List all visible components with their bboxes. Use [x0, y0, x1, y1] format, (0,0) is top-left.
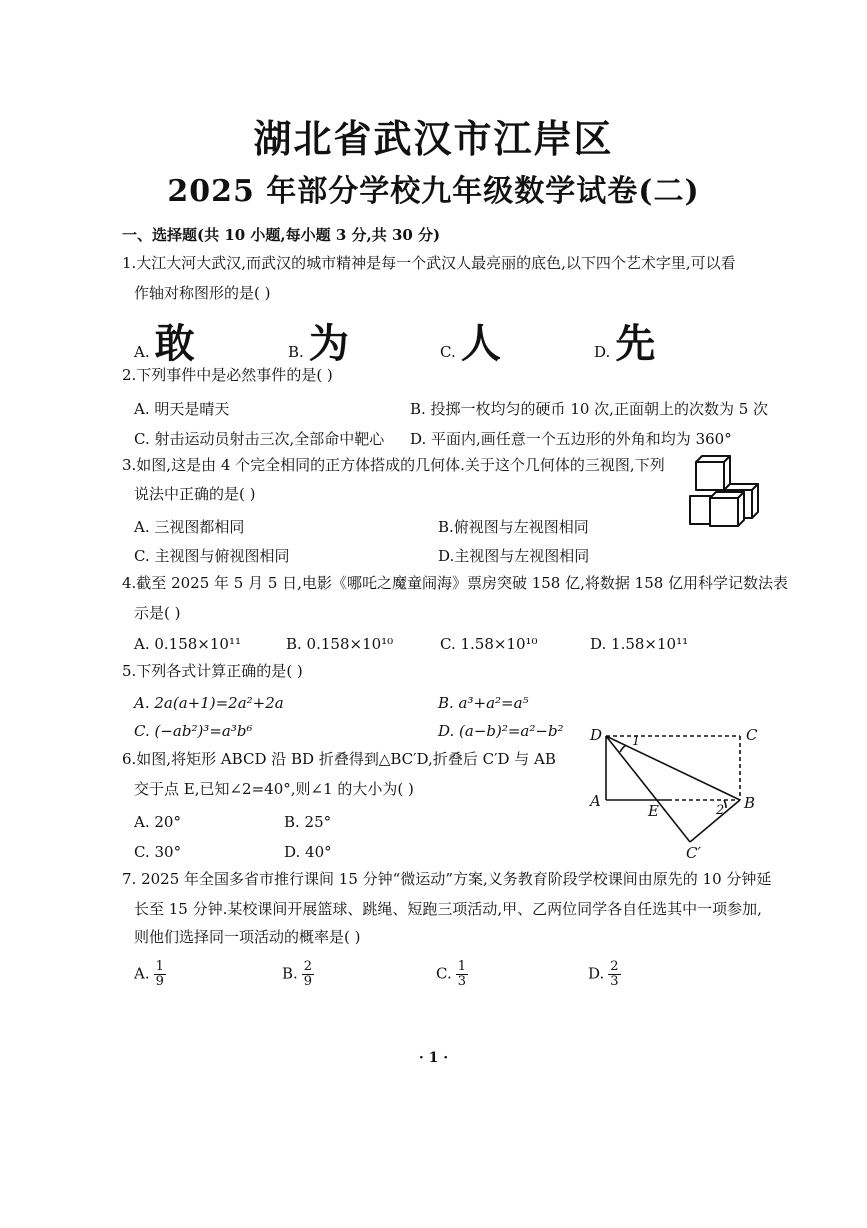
q1-option-c-label: C. [440, 343, 456, 361]
fraction-numerator: 2 [303, 959, 313, 974]
q7-stem-line1: 7. 2025 年全国多省市推行课间 15 分钟“微运动”方案,义务教育阶段学校课间由原先的 10 分钟延 [122, 870, 772, 888]
q7-option-b [282, 960, 314, 989]
q7-option-d-label: D. [588, 964, 605, 983]
q7-option-d-fraction [608, 960, 620, 989]
q6-option-d: D. 40° [284, 843, 332, 861]
q2-option-b: B. 投掷一枚均匀的硬币 10 次,正面朝上的次数为 5 次 [410, 400, 769, 418]
q6-label-e: E [648, 802, 659, 820]
q6-label-angle1: 1 [632, 734, 641, 749]
q6-option-c: C. 30° [134, 843, 182, 861]
q7-option-a-label: A. [134, 964, 150, 983]
q7-stem-line3: 则他们选择同一项活动的概率是( ) [134, 928, 361, 946]
page-title: 湖北省武汉市江岸区 [253, 116, 614, 161]
q6-label-c-prime: C′ [686, 844, 701, 862]
q1-option-c-char: 人 [460, 321, 501, 367]
q6-stem-line2: 交于点 E,已知∠2=40°,则∠1 的大小为( ) [134, 780, 414, 798]
q7-option-c [436, 960, 468, 989]
q1-option-d-label: D. [594, 343, 611, 361]
q1-option-d-char: 先 [615, 321, 656, 367]
q6-label-d: D [590, 726, 603, 744]
q5-option-c: C. (−ab²)³=a³b⁶ [134, 722, 253, 740]
q3-stem-line1: 3.如图,这是由 4 个完全相同的正方体搭成的几何体.关于这个几何体的三视图,下列 [122, 456, 665, 474]
q7-option-d [588, 960, 621, 989]
q7-stem-line2: 长至 15 分钟.某校课间开展篮球、跳绳、短跑三项活动,甲、乙两位同学各自任选其中一项参加, [134, 900, 762, 918]
q3-option-d: D.主视图与左视图相同 [438, 547, 590, 565]
page-number: · 1 · [418, 1050, 449, 1066]
q4-option-a: A. 0.158×10¹¹ [134, 635, 241, 653]
q3-option-b: B.俯视图与左视图相同 [438, 518, 589, 536]
fraction-numerator: 1 [457, 959, 466, 974]
q1-option-d [594, 312, 655, 369]
q4-option-b: B. 0.158×10¹⁰ [286, 635, 394, 653]
q6-label-a: A [590, 792, 601, 810]
q4-stem-line2: 示是( ) [134, 604, 181, 622]
q7-option-c-label: C. [436, 964, 452, 983]
q1-option-b-label: B. [288, 343, 304, 361]
fraction-denominator: 3 [457, 974, 466, 989]
q1-option-a-char: 敢 [154, 321, 195, 367]
q6-label-c: C [746, 726, 758, 744]
q7-option-a-fraction [154, 960, 166, 989]
section-heading: 一、选择题(共 10 小题,每小题 3 分,共 30 分) [122, 226, 441, 244]
q4-option-c: C. 1.58×10¹⁰ [440, 635, 538, 653]
fraction-denominator: 3 [610, 974, 619, 989]
q7-option-c-fraction [456, 960, 468, 989]
q1-option-b [288, 312, 349, 369]
q3-cube-figure [686, 452, 764, 534]
q6-label-angle2: 2 [716, 803, 725, 818]
q2-option-c: C. 射击运动员射击三次,全部命中靶心 [134, 430, 385, 448]
q6-stem-line1: 6.如图,将矩形 ABCD 沿 BD 折叠得到△BC′D,折叠后 C′D 与 AB [122, 750, 556, 768]
q6-label-b: B [744, 794, 756, 812]
q3-option-c: C. 主视图与俯视图相同 [134, 547, 290, 565]
q6-option-b: B. 25° [284, 813, 332, 831]
q1-option-c [440, 312, 501, 369]
q4-option-d: D. 1.58×10¹¹ [590, 635, 689, 653]
q3-option-a: A. 三视图都相同 [134, 518, 245, 536]
q1-option-b-char: 为 [308, 321, 349, 367]
q7-option-a [134, 960, 166, 989]
q1-option-a-label: A. [134, 343, 150, 361]
exam-subtitle: 2025 年部分学校九年级数学试卷(二) [167, 174, 700, 209]
q5-option-d: D. (a−b)²=a²−b² [438, 722, 564, 740]
fraction-denominator: 9 [303, 974, 313, 989]
q2-option-d: D. 平面内,画任意一个五边形的外角和均为 360° [410, 430, 732, 448]
q1-stem-line2: 作轴对称图形的是( ) [134, 284, 271, 302]
q7-option-b-label: B. [282, 964, 298, 983]
q3-stem-line2: 说法中正确的是( ) [134, 485, 256, 503]
q1-stem-line1: 1.大江大河大武汉,而武汉的城市精神是每一个武汉人最亮丽的底色,以下四个艺术字里,可以看 [122, 254, 736, 272]
q5-option-a: A. 2a(a+1)=2a²+2a [134, 694, 284, 712]
q6-option-a: A. 20° [134, 813, 181, 831]
q1-option-a [134, 312, 195, 369]
q5-stem: 5.下列各式计算正确的是( ) [122, 662, 303, 680]
q2-option-a: A. 明天是晴天 [134, 400, 230, 418]
q7-option-b-fraction [302, 960, 314, 989]
q5-option-b: B. a³+a²=a⁵ [438, 694, 529, 712]
q4-stem-line1: 4.截至 2025 年 5 月 5 日,电影《哪吒之魔童闹海》票房突破 158 亿,将数据 158 亿用科学记数法表 [122, 574, 789, 592]
fraction-numerator: 1 [155, 959, 164, 974]
q2-stem: 2.下列事件中是必然事件的是( ) [122, 366, 333, 384]
fraction-numerator: 2 [610, 959, 619, 974]
fraction-denominator: 9 [155, 974, 164, 989]
